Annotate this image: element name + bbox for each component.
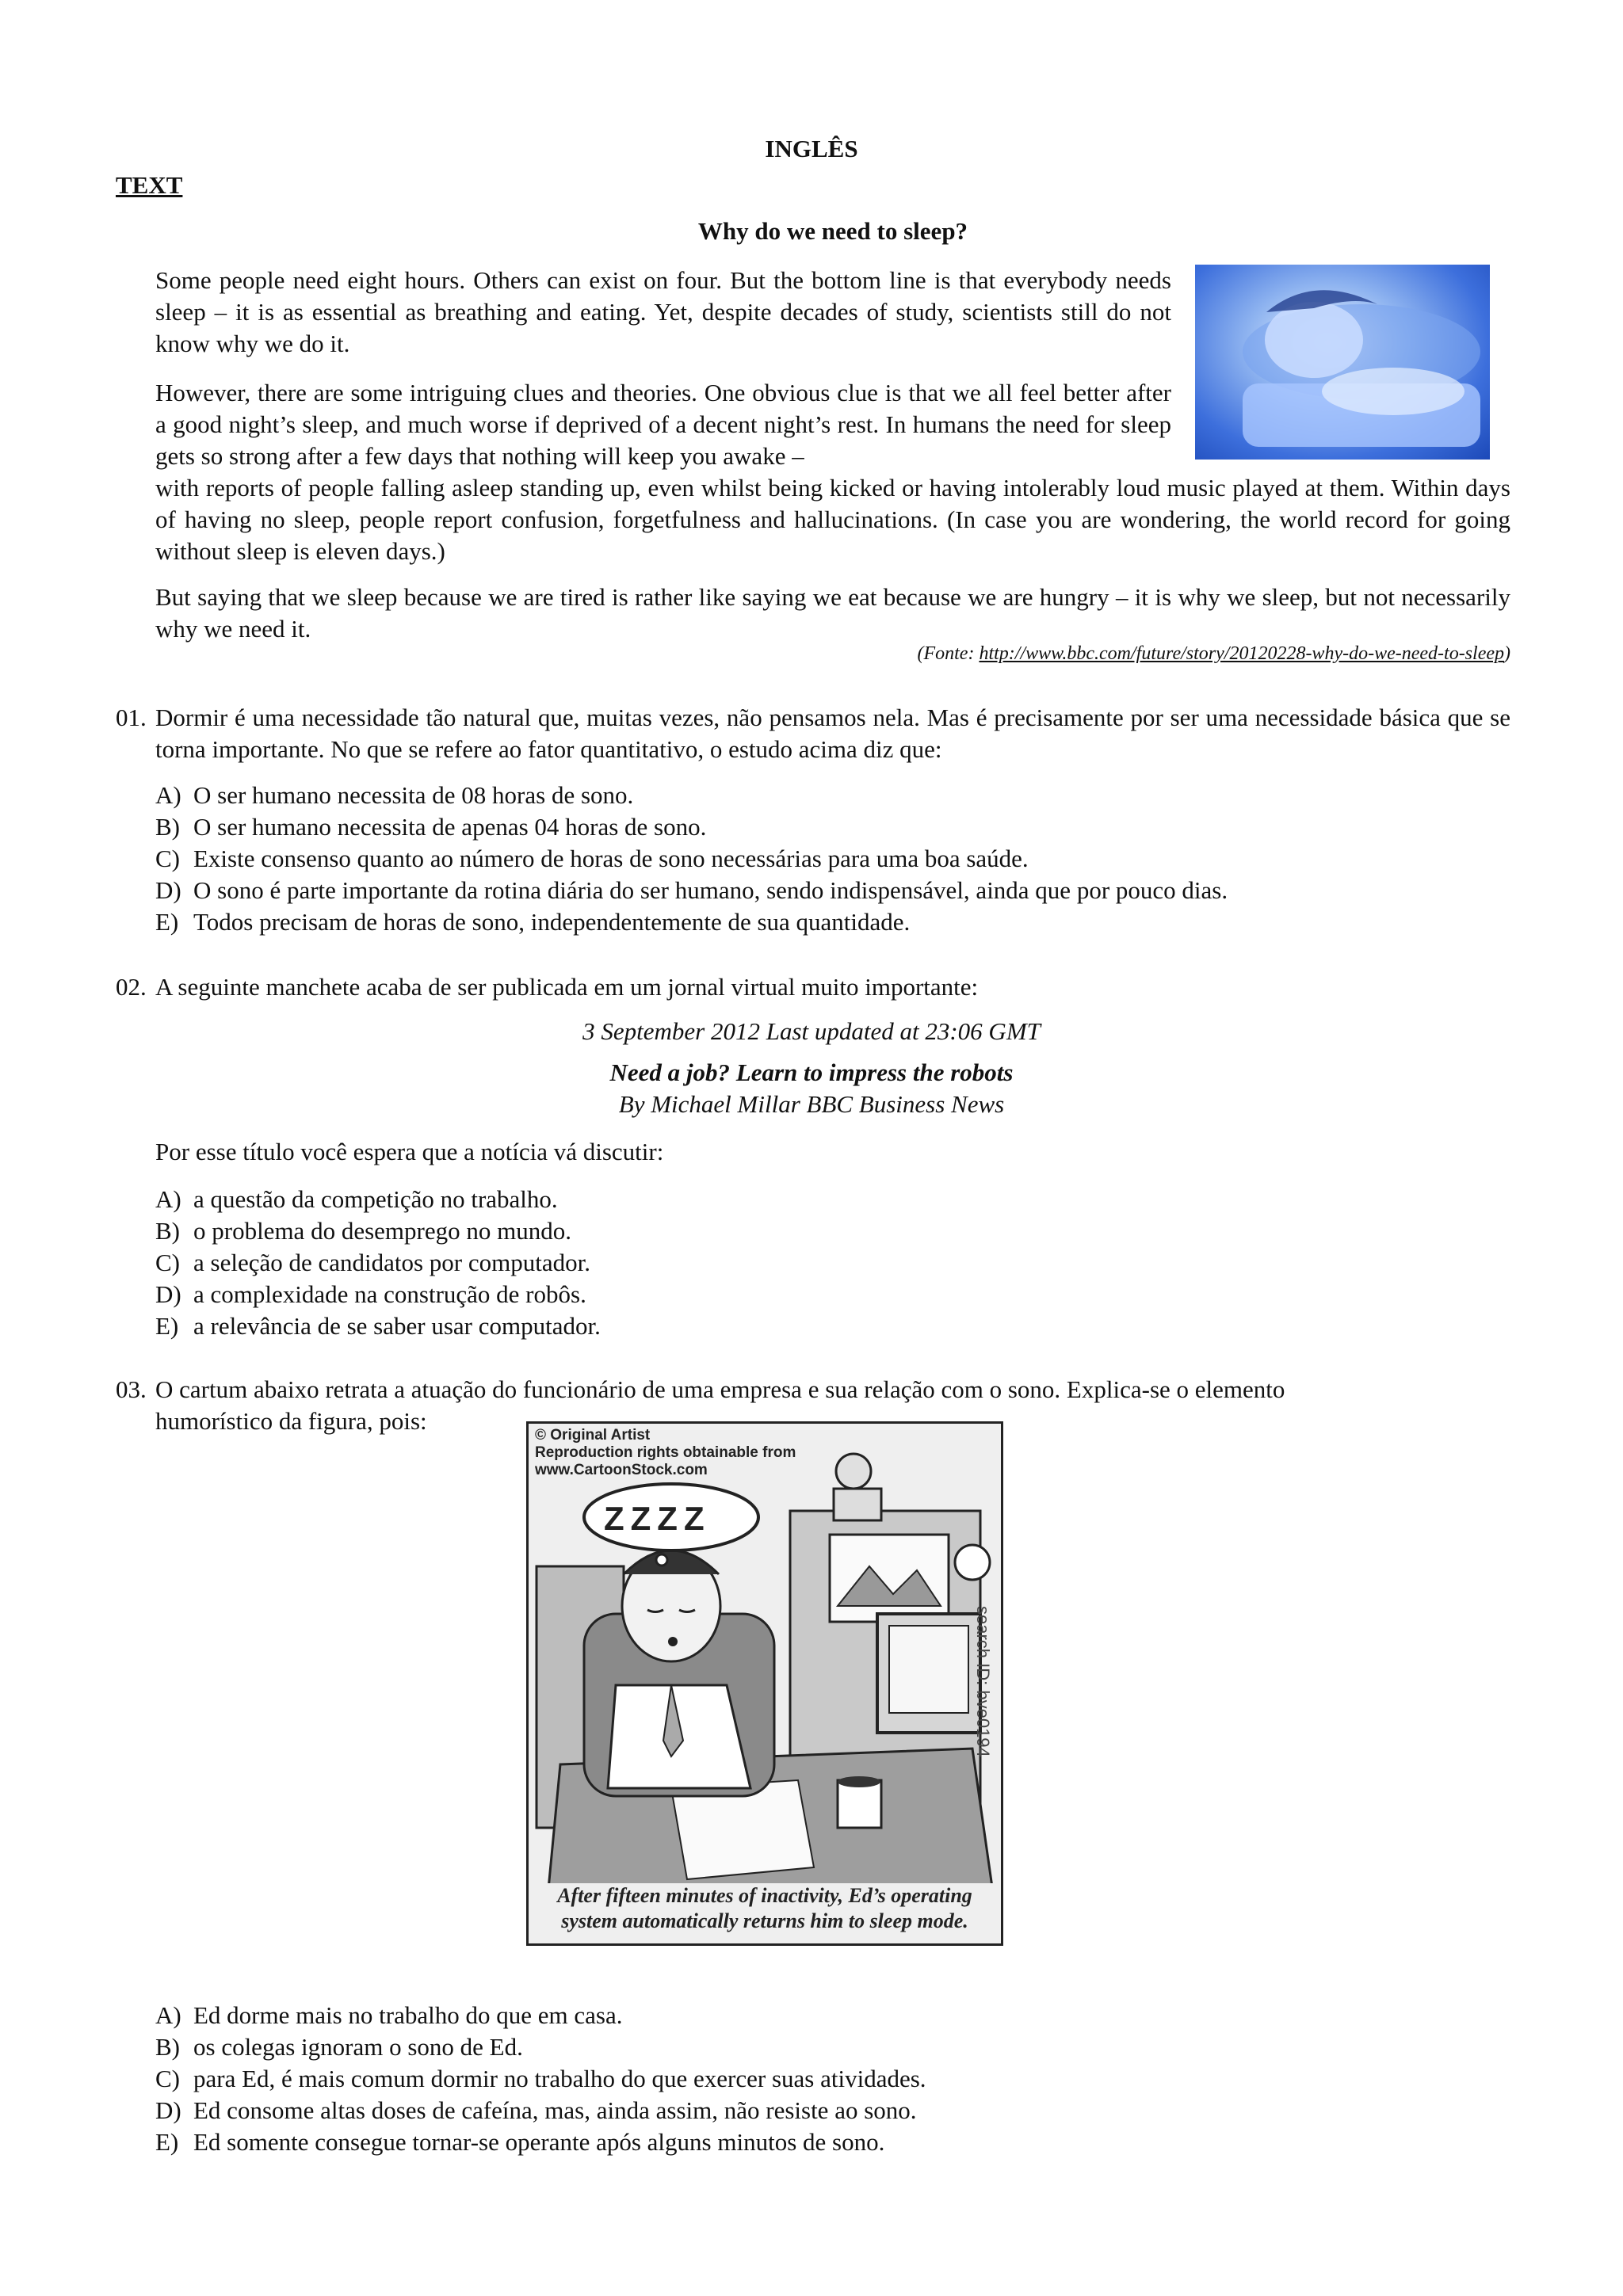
source-link[interactable]: http://www.bbc.com/future/story/20120228-why-do-we-need-to-sleep xyxy=(979,643,1504,664)
q1-option-b[interactable]: B) O ser humano necessita de apenas 04 horas de sono. xyxy=(155,813,707,841)
question-1-number: 01. xyxy=(116,704,147,731)
subject-heading: INGLÊS xyxy=(765,135,858,162)
q3-option-d[interactable]: D) Ed consome altas doses de cafeína, mas, ainda assim, não resiste ao sono. xyxy=(155,2096,917,2124)
paragraph-2-part-1: However, there are some intriguing clues and theories. One obvious clue is that we all feel better after a good night’s sleep, and much worse if deprived of a decent night’s rest. In humans the need for sleep gets so strong after a few days that nothing will keep you awake – xyxy=(155,379,1171,470)
question-3-stem-line-1: O cartum abaixo retrata a atuação do funcionário de uma empresa e sua relação com o sono. Explica-se o elemento xyxy=(155,1375,1285,1403)
source-prefix: (Fonte: xyxy=(917,643,980,664)
cartoon-drawing xyxy=(529,1424,1001,1943)
source-suffix: ) xyxy=(1504,643,1510,664)
paragraph-2-part-2: with reports of people falling asleep standing up, even whilst being kicked or having intolerably loud music played at them. Within days of having no sleep, people report confusion, forgetfulness and hallucinations. (In case you are wondering, the world record for going without sleep is eleven days.) xyxy=(155,474,1510,565)
q2-option-b[interactable]: B) o problema do desemprego no mundo. xyxy=(155,1217,571,1245)
cartoon-bubble-text: ZZZZ xyxy=(604,1500,711,1537)
q3-option-b[interactable]: B) os colegas ignoram o sono de Ed. xyxy=(155,2033,523,2061)
section-label: TEXT xyxy=(116,171,183,199)
q1-option-e[interactable]: E) Todos precisam de horas de sono, independentemente de sua quantidade. xyxy=(155,908,911,936)
q3-option-c[interactable]: C) para Ed, é mais comum dormir no trabalho do que exercer suas atividades. xyxy=(155,2065,926,2092)
q2-option-e[interactable]: E) a relevância de se saber usar computador. xyxy=(155,1312,601,1340)
news-dateline: 3 September 2012 Last updated at 23:06 GMT xyxy=(582,1017,1041,1045)
q2-option-a[interactable]: A) a questão da competição no trabalho. xyxy=(155,1185,558,1213)
news-headline: Need a job? Learn to impress the robots xyxy=(609,1058,1014,1086)
q2-option-c[interactable]: C) a seleção de candidatos por computador. xyxy=(155,1249,590,1276)
question-3-number: 03. xyxy=(116,1375,147,1403)
article-title: Why do we need to sleep? xyxy=(697,217,968,245)
question-2-number: 02. xyxy=(116,973,147,1001)
question-2-prompt: Por esse título você espera que a notícia vá discutir: xyxy=(155,1138,664,1165)
cartoon-search-id: search ID: bve0194 xyxy=(973,1606,993,1757)
q1-option-a[interactable]: A) O ser humano necessita de 08 horas de sono. xyxy=(155,781,634,809)
cartoon-copyright: © Original Artist Reproduction rights obtainable from www.CartoonStock.com xyxy=(535,1427,796,1478)
source-citation xyxy=(917,643,1510,665)
cartoon-caption: After fifteen minutes of inactivity, Ed’s operating system automatically returns him to sleep mode. xyxy=(529,1883,1001,1934)
sleeping-woman-photo xyxy=(1195,265,1490,460)
news-byline: By Michael Millar BBC Business News xyxy=(618,1090,1005,1118)
sleeping-woman-illustration xyxy=(1195,265,1490,460)
q1-option-d[interactable]: D) O sono é parte importante da rotina diária do ser humano, sendo indispensável, ainda que por pouco dias. xyxy=(155,876,1228,904)
paragraph-1: Some people need eight hours. Others can exist on four. But the bottom line is that everybody needs sleep – it is as essential as breathing and eating. Yet, despite decades of study, scientists still do not know why we do it. xyxy=(155,266,1171,357)
q3-option-e[interactable]: E) Ed somente consegue tornar-se operante após alguns minutos de sono. xyxy=(155,2128,885,2156)
question-2-stem: A seguinte manchete acaba de ser publicada em um jornal virtual muito importante: xyxy=(155,973,979,1001)
office-sleep-cartoon xyxy=(526,1421,1003,1946)
q1-option-c[interactable]: C) Existe consenso quanto ao número de horas de sono necessárias para uma boa saúde. xyxy=(155,845,1029,872)
q2-option-d[interactable]: D) a complexidade na construção de robôs. xyxy=(155,1280,586,1308)
paragraph-3: But saying that we sleep because we are tired is rather like saying we eat because we are hungry – it is why we sleep, but not necessarily why we need it. xyxy=(155,583,1510,643)
q3-option-a[interactable]: A) Ed dorme mais no trabalho do que em casa. xyxy=(155,2001,623,2029)
question-1-stem: Dormir é uma necessidade tão natural que, muitas vezes, não pensamos nela. Mas é precisamente por ser uma necessidade básica que se torna importante. No que se refere ao fator quantitativo, o estudo acima diz que: xyxy=(155,704,1510,763)
question-3-stem-line-2: humorístico da figura, pois: xyxy=(155,1407,427,1435)
